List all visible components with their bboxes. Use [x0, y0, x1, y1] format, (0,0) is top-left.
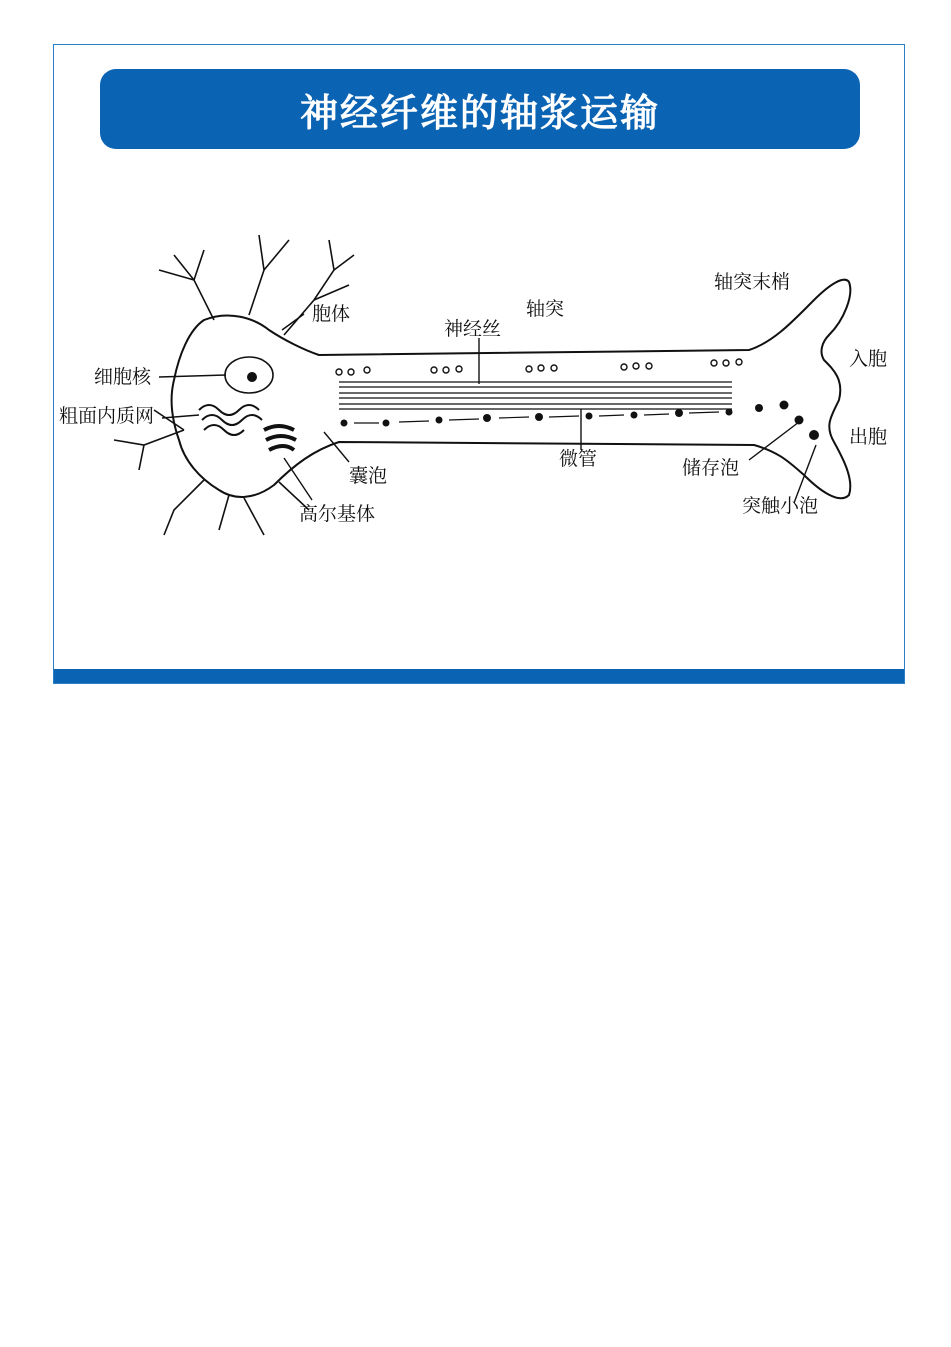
bottom-bar: [54, 669, 904, 683]
label-vesicle: 囊泡: [349, 465, 388, 487]
label-nucleus: 细胞核: [94, 366, 152, 388]
label-endocytosis: 入胞: [849, 348, 888, 370]
label-microtubule: 微管: [559, 448, 598, 470]
label-soma: 胞体: [312, 303, 351, 325]
label-storage-vesicle: 储存泡: [682, 457, 740, 479]
nucleolus: [247, 372, 257, 382]
cell-body-outline: [172, 280, 851, 499]
slide-title: 神经纤维的轴浆运输: [299, 90, 660, 135]
label-axon-terminal: 轴突末梢: [714, 271, 791, 293]
label-golgi: 高尔基体: [299, 503, 376, 525]
label-rough-er: 粗面内质网: [59, 405, 155, 427]
label-exocytosis: 出胞: [849, 426, 888, 448]
label-synaptic-vesicle: 突触小泡: [742, 495, 819, 517]
title-bar: [100, 69, 860, 149]
label-axon: 轴突: [526, 298, 565, 320]
axoplasmic-transport-diagram: [54, 210, 905, 540]
label-neurofilament: 神经丝: [444, 318, 502, 340]
slide: [53, 44, 905, 684]
